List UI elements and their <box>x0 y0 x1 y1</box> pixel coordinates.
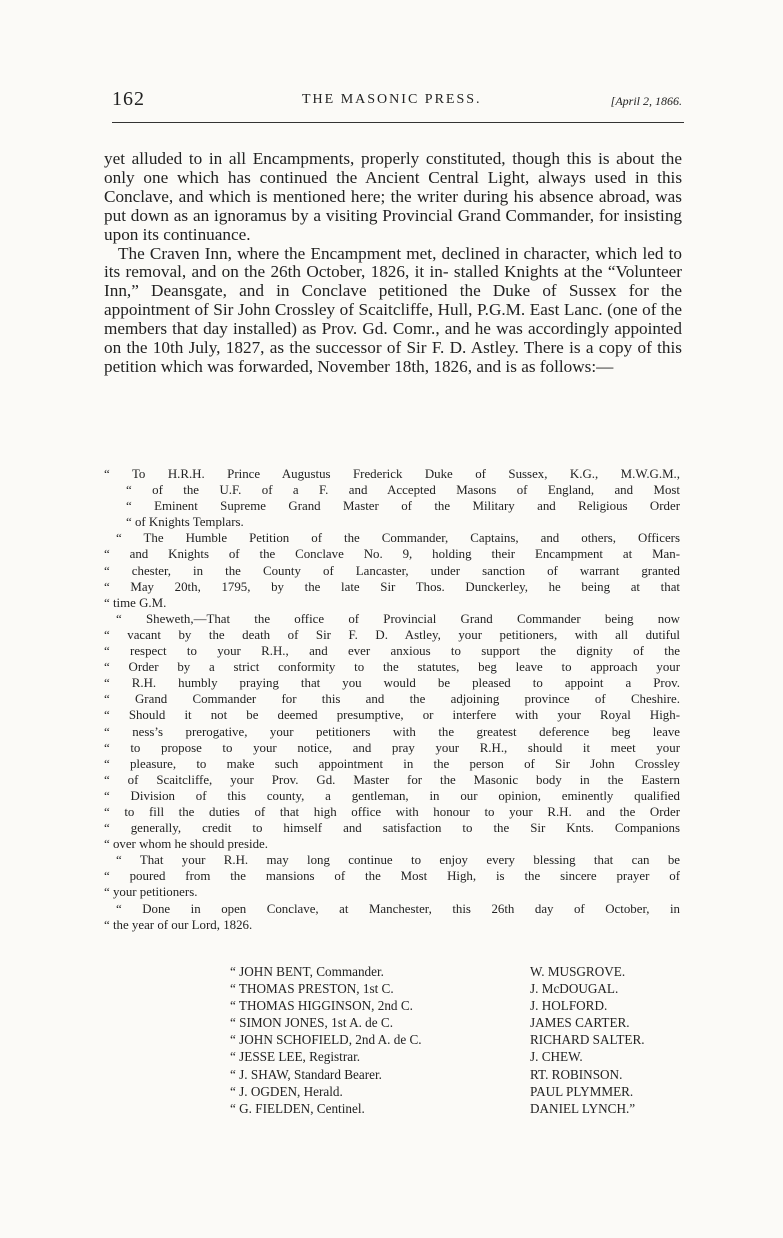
page-number: 162 <box>112 88 145 110</box>
article-body <box>104 150 682 377</box>
text-line: Astley. There is a copy of this petition which was forwarded, <box>104 338 682 376</box>
member-signature: PAUL PLYMMER. <box>530 1083 634 1099</box>
petition-line: “ Order by a strict conformity to the statutes, beg leave to approach your <box>104 660 680 675</box>
petition-line: “ To H.R.H. Prince Augustus Frederick Duke of Sussex, K.G., M.W.G.M., <box>104 467 680 481</box>
paragraph <box>104 150 682 245</box>
officer-signature: “ J. SHAW, Standard Bearer. <box>230 1066 382 1082</box>
petition-line: “ Done in open Conclave, at Manchester, this 26th day of October, in <box>116 901 680 916</box>
header-rule <box>112 122 684 123</box>
signature-row <box>230 963 690 980</box>
text-line: Light, always used in this Conclave, and which is mentioned here; <box>104 167 683 206</box>
text-line: petitioned the Duke of Sussex for the appointment of Sir John <box>104 281 682 320</box>
member-signature: RT. ROBINSON. <box>530 1066 623 1082</box>
signature-row <box>230 997 690 1014</box>
petition-line: “ May 20th, 1795, by the late Sir Thos. Dunckerley, he being at that <box>104 579 680 594</box>
petition-line: “ of Knights Templars. <box>126 515 244 530</box>
text-line: which led to its removal, and on the 26th October, 1826, it in- <box>104 243 682 282</box>
petition-line: “ Sheweth,—That the office of Provincial Grand Commander being now <box>116 611 680 626</box>
text-line: The Craven Inn, where the Encampment met, declined in character, <box>118 243 591 263</box>
member-signature: RICHARD SALTER. <box>530 1032 645 1048</box>
petition-line: “ your petitioners. <box>104 885 198 900</box>
signature-row <box>230 1014 690 1031</box>
petition-line: “ pleasure, to make such appointment in the person of Sir John Crossley <box>104 756 680 771</box>
officer-signature: “ SIMON JONES, 1st A. de C. <box>230 1015 394 1031</box>
text-line: appointed on the 10th July, 1827, as the successor of Sir F. D. <box>104 319 682 358</box>
petition-line: “ and Knights of the Conclave No. 9, holding their Encampment at Man- <box>104 547 680 562</box>
petition-line: “ respect to your R.H., and ever anxious to support the dignity of the <box>104 644 680 659</box>
text-line: stalled Knights at the “Volunteer Inn,” Deansgate, and in Conclave <box>104 262 683 301</box>
member-signature: J. CHEW. <box>530 1049 583 1065</box>
petition-line: “ Should it not be deemed presumptive, or interfere with your Royal High- <box>104 708 680 723</box>
officer-signature: “ THOMAS PRESTON, 1st C. <box>230 981 394 997</box>
officer-signature: “ J. OGDEN, Herald. <box>230 1083 343 1099</box>
member-signature: JAMES CARTER. <box>530 1015 630 1031</box>
petition-text <box>104 466 680 933</box>
petition-line: “ time G.M. <box>104 595 167 610</box>
member-signature: J. HOLFORD. <box>530 998 608 1014</box>
officer-signature: “ JESSE LEE, Registrar. <box>230 1049 361 1065</box>
member-signature: DANIEL LYNCH.” <box>530 1100 636 1116</box>
petition-line: “ chester, in the County of Lancaster, under sanction of warrant granted <box>104 563 680 578</box>
signature-row <box>230 1083 690 1100</box>
petition-line: “ vacant by the death of Sir F. D. Astley, your petitioners, with all dutiful <box>104 627 680 642</box>
petition-line: “ The Humble Petition of the Commander, Captains, and others, Officers <box>116 531 680 546</box>
member-signature: W. MUSGROVE. <box>530 964 626 979</box>
signature-list <box>230 963 690 1117</box>
signature-row <box>230 1100 690 1117</box>
petition-line: “ to fill the duties of that high office with honour to your R.H. and the Order <box>104 804 680 819</box>
petition-line: “ ness’s prerogative, your petitioners with the greatest deference beg leave <box>104 724 680 739</box>
petition-line: “ Eminent Supreme Grand Master of the Military and Religious Order <box>126 499 680 514</box>
petition-line: “ Division of this county, a gentleman, in our opinion, eminently qualified <box>104 788 680 803</box>
page-header <box>112 88 682 118</box>
petition-line: “ over whom he should preside. <box>104 837 268 852</box>
officer-signature: “ JOHN SCHOFIELD, 2nd A. de C. <box>230 1032 422 1048</box>
paragraph <box>104 245 682 377</box>
text-line: continuance. <box>163 224 251 244</box>
petition-line: “ the year of our Lord, 1826. <box>104 917 253 932</box>
petition-line: “ R.H. humbly praying that you would be pleased to appoint a Prov. <box>104 676 680 691</box>
issue-date: [April 2, 1866. <box>610 94 682 108</box>
petition-line: “ of Scaitcliffe, your Prov. Gd. Master for the Masonic body in the Eastern <box>104 772 680 787</box>
officer-signature: “ THOMAS HIGGINSON, 2nd C. <box>230 998 413 1014</box>
petition-line: “ to propose to your notice, and pray your R.H., should it meet your <box>104 740 680 755</box>
text-line: the writer during his absence abroad, was put down as an ignoramus <box>104 186 682 225</box>
member-signature: J. McDOUGAL. <box>530 981 619 997</box>
text-line: Crossley of Scaitcliffe, Hull, P.G.M. East Lanc. (one of the members <box>104 300 683 339</box>
petition-line: “ poured from the mansions of the Most High, is the sincere prayer of <box>104 869 680 884</box>
signature-row <box>230 1066 690 1083</box>
signature-row <box>230 1031 690 1048</box>
signature-row <box>230 980 690 997</box>
text-line: yet alluded to in all Encampments, properly constituted, though <box>104 149 560 168</box>
officer-signature: “ G. FIELDEN, Centinel. <box>230 1100 365 1116</box>
text-line: that day installed) as Prov. Gd. Comr., and he was accordingly <box>172 319 610 339</box>
text-line: this is about the only one which has continued the Ancient Central <box>104 149 683 187</box>
petition-line: “ of the U.F. of a F. and Accepted Masons of England, and Most <box>126 483 680 498</box>
signature-row <box>230 1048 690 1065</box>
text-line: November 18th, 1826, and is as follows:— <box>317 356 614 376</box>
running-title: THE MASONIC PRESS. <box>302 92 482 107</box>
text-line: by a visiting Provincial Grand Commander, for insisting upon its <box>104 205 683 244</box>
petition-line: “ That your R.H. may long continue to enjoy every blessing that can be <box>116 853 680 868</box>
petition-line: “ Grand Commander for this and the adjoining province of Cheshire. <box>104 692 680 707</box>
petition-line: “ generally, credit to himself and satisfaction to the Sir Knts. Companions <box>104 821 680 836</box>
officer-signature: “ JOHN BENT, Commander. <box>230 964 384 979</box>
